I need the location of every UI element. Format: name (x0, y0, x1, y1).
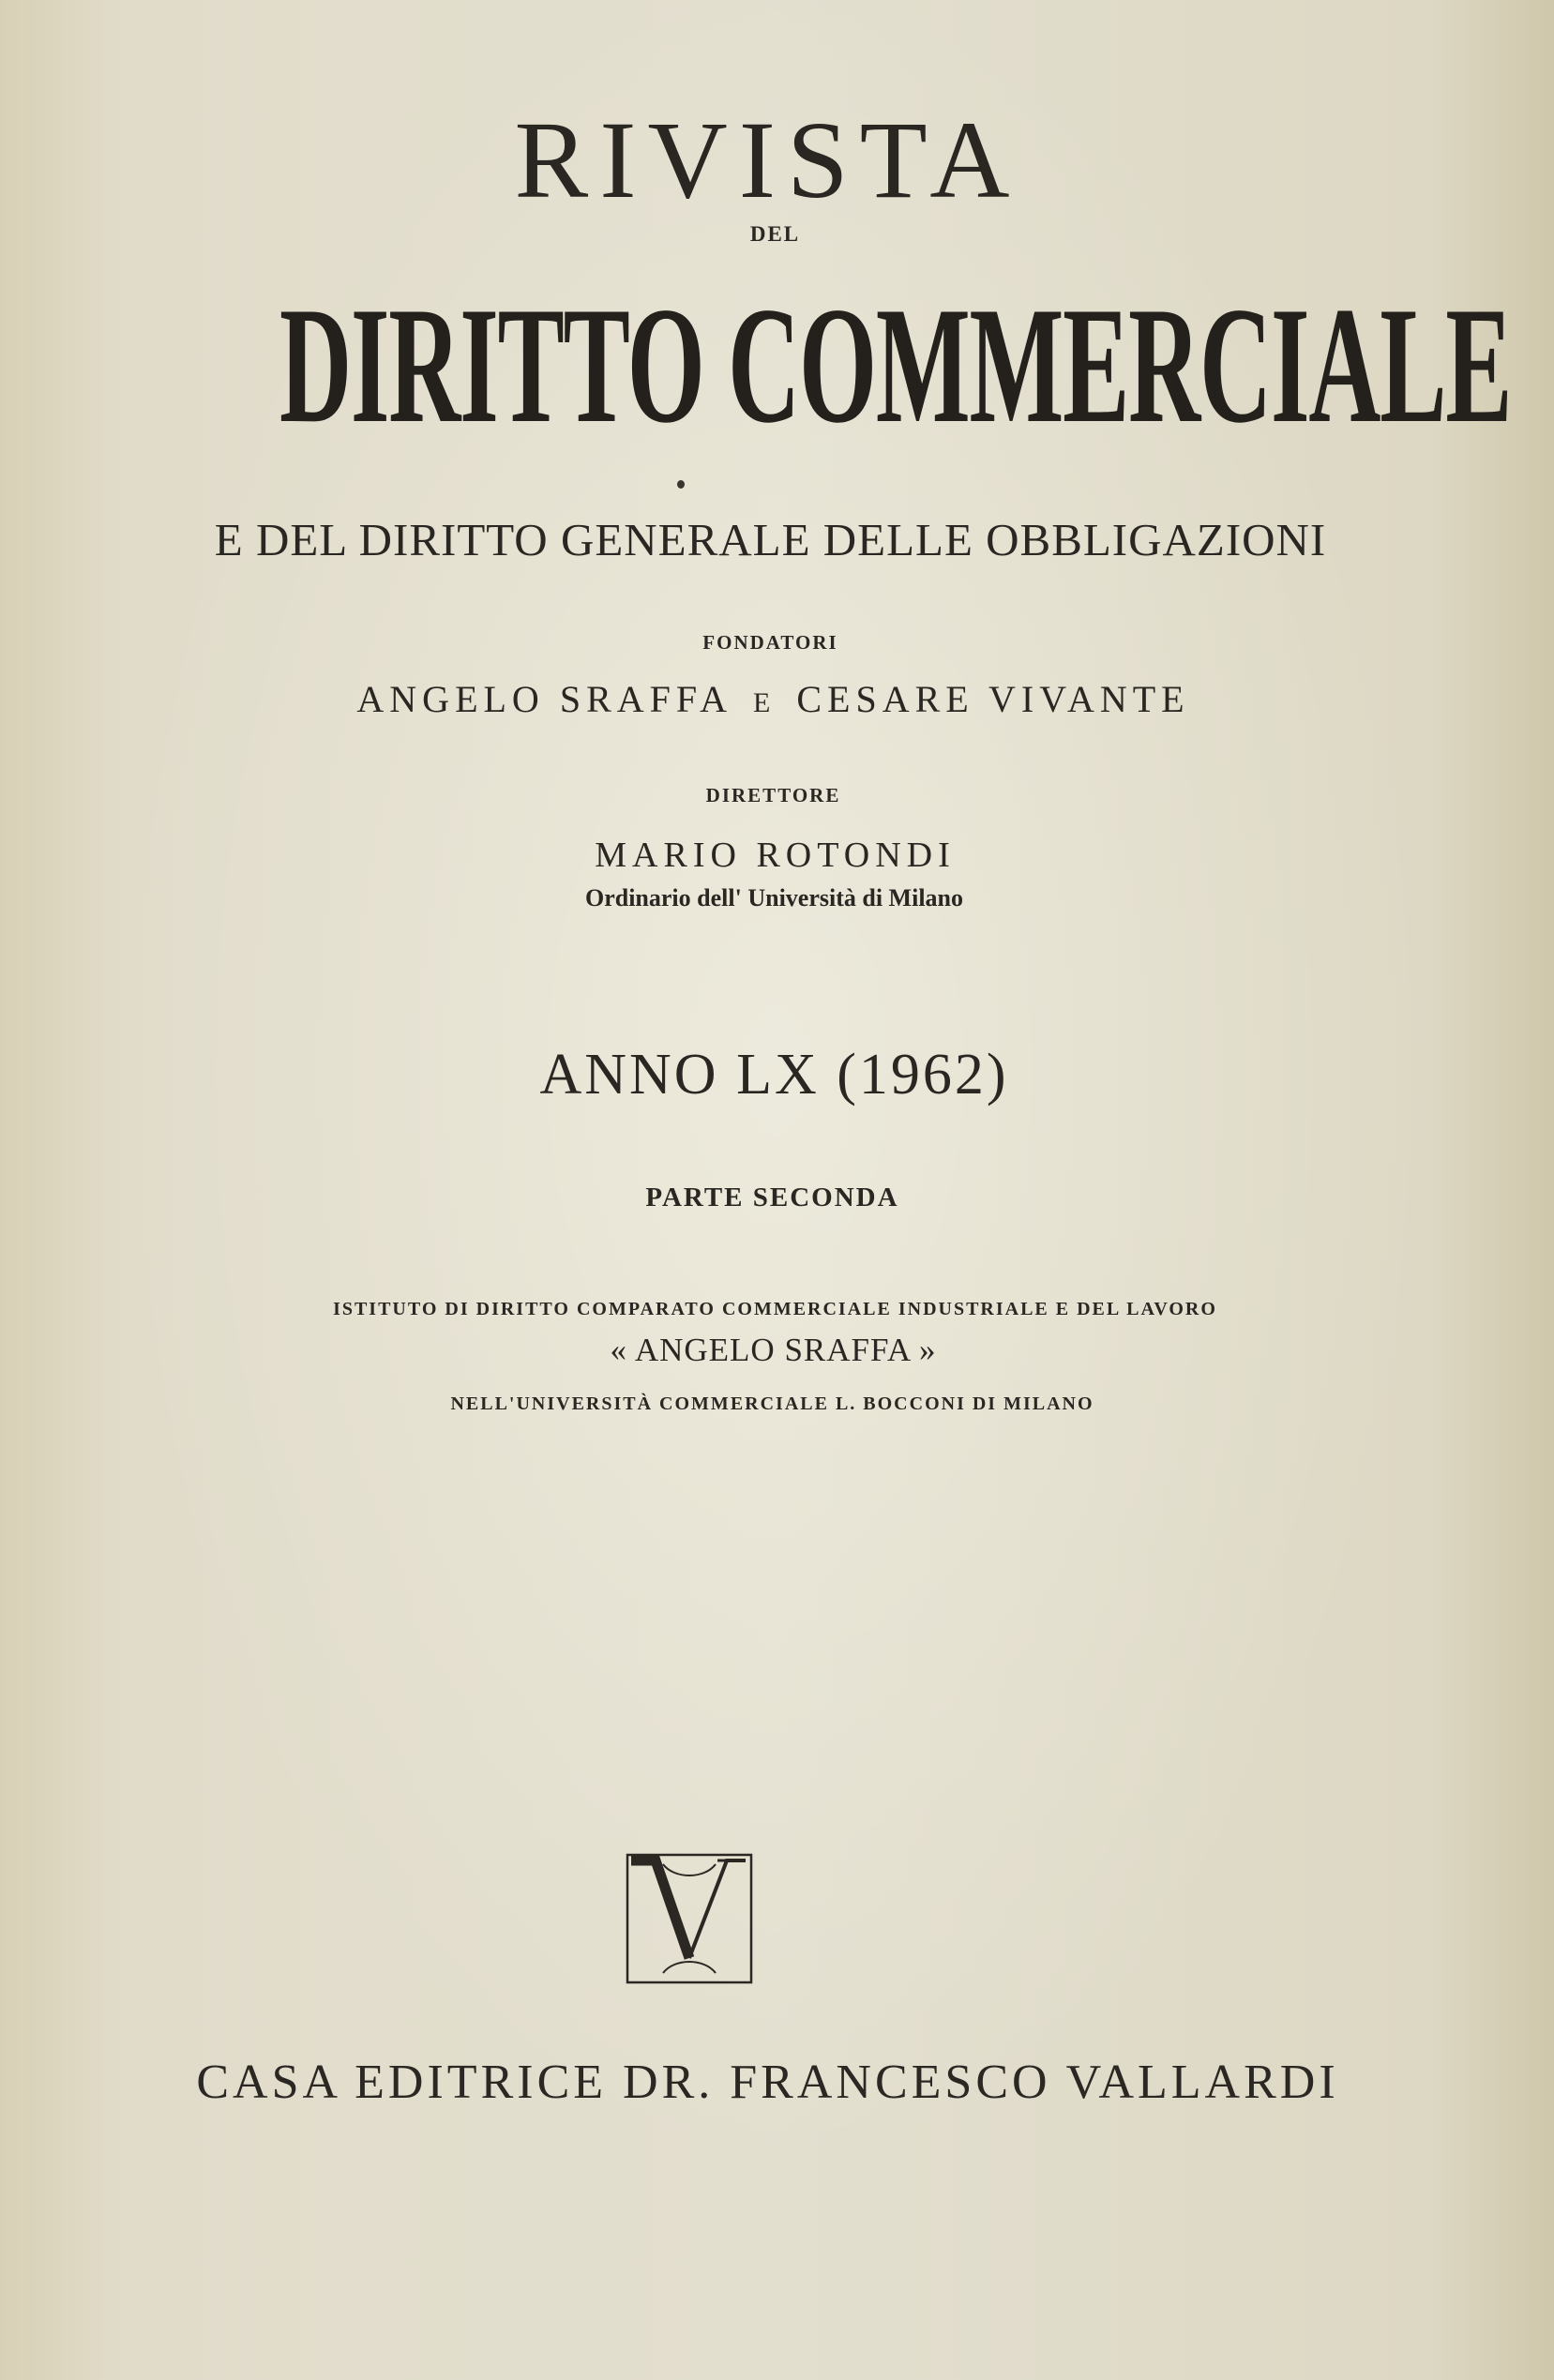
volume-year: ANNO LX (1962) (539, 1043, 1009, 1107)
institute-line-2: « ANGELO SRAFFA » (610, 1332, 937, 1368)
v-monogram-icon (626, 1853, 753, 1984)
publisher-name: CASA EDITRICE DR. FRANCESCO VALLARDI (196, 2056, 1339, 2109)
institute-line-3: NELL'UNIVERSITÀ COMMERCIALE L. BOCCONI DI MILANO (450, 1393, 1094, 1414)
journal-subtitle: E DEL DIRITTO GENERALE DELLE OBBLIGAZIONI (214, 514, 1327, 565)
founder-second: CESARE VIVANTE (796, 678, 1190, 720)
institute-line-1: ISTITUTO DI DIRITTO COMPARATO COMMERCIALE INDUSTRIALE E DEL LAVORO (333, 1299, 1217, 1319)
journal-title: RIVISTA (514, 98, 1021, 221)
journal-main-title: DIRITTO COMMERCIALE (279, 272, 1512, 458)
director-label: DIRETTORE (705, 784, 841, 806)
founders-names (0, 678, 1550, 720)
volume-part: PARTE SECONDA (645, 1182, 899, 1213)
director-name: MARIO ROTONDI (595, 836, 956, 875)
founders-label: FONDATORI (702, 631, 838, 654)
journal-connector: DEL (749, 222, 801, 246)
founder-first: ANGELO SRAFFA (356, 678, 733, 720)
founders-conjunction: E (753, 687, 777, 718)
director-affiliation: Ordinario dell' Università di Milano (584, 884, 963, 911)
ornament-dot (677, 480, 685, 489)
